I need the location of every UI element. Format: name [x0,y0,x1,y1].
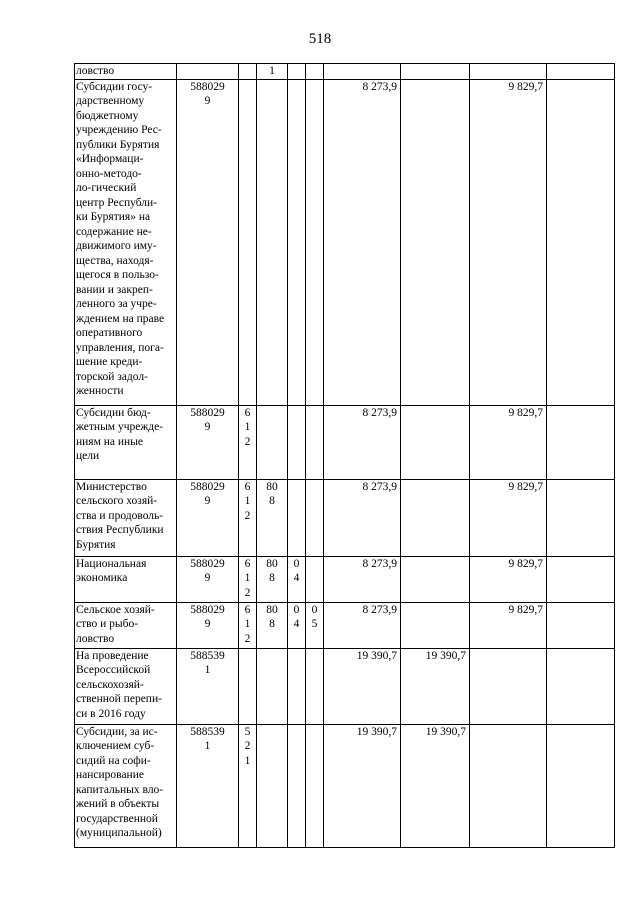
k1-cell: 6 1 2 [239,405,257,479]
k3-cell: 0 4 [288,602,306,648]
k3-cell [288,648,306,724]
amount3-cell: 9 829,7 [470,556,547,602]
code-cell: 588029 9 [177,602,239,648]
amount1-cell: 8 273,9 [324,479,401,556]
amount3-cell: 9 829,7 [470,602,547,648]
code-cell: 588029 9 [177,479,239,556]
row-name-cell: Министерство сельского хозяй- ства и продоволь- ствия Республики Бурятия [75,479,177,556]
k2-cell [257,405,288,479]
k2-cell: 1 [257,64,288,80]
k1-cell [239,648,257,724]
k1-cell: 5 2 1 [239,724,257,847]
k2-cell: 80 8 [257,479,288,556]
empty-cell [547,479,615,556]
amount1-cell: 8 273,9 [324,556,401,602]
k4-cell: 0 5 [306,602,324,648]
k1-cell: 6 1 2 [239,479,257,556]
empty-cell [547,602,615,648]
table-row [75,648,615,724]
k1-cell [239,64,257,80]
row-name-cell: ловство [75,64,177,80]
amount1-cell: 8 273,9 [324,405,401,479]
k2-cell [257,724,288,847]
amount1-cell: 19 390,7 [324,724,401,847]
k2-cell: 80 8 [257,602,288,648]
empty-cell [547,648,615,724]
k4-cell [306,648,324,724]
table-row [75,405,615,479]
row-name-cell: Субсидии бюд- жетным учрежде- ниям на иные цели [75,405,177,479]
k2-cell [257,648,288,724]
amount3-cell [470,724,547,847]
empty-cell [547,556,615,602]
k4-cell [306,64,324,80]
k3-cell: 0 4 [288,556,306,602]
k4-cell [306,79,324,405]
table-row [75,724,615,847]
table-row [75,479,615,556]
page-number: 518 [308,31,332,47]
empty-cell [547,405,615,479]
code-cell: 588539 1 [177,648,239,724]
row-name-cell: Субсидии, за ис- ключением суб- сидий на софи- нансирование капитальных вло- жений в объекты государственной (муниципальной) [75,724,177,847]
code-cell: 588029 9 [177,79,239,405]
k1-cell: 6 1 2 [239,602,257,648]
code-cell: 588539 1 [177,724,239,847]
code-cell: 588029 9 [177,405,239,479]
k3-cell [288,724,306,847]
k2-cell: 80 8 [257,556,288,602]
amount1-cell: 19 390,7 [324,648,401,724]
code-cell [177,64,239,80]
k2-cell [257,79,288,405]
amount2-cell [401,79,470,405]
row-name-cell: Субсидии госу- дарственному бюджетному учреждению Рес- публики Бурятия «Информаци- онно-методо- ло-гический центр Республи- ки Бурятия» на содержание не- движимого иму- щества, находя- щегося в пользо- вании и закреп- ленного за учре- ждением на праве оперативного управления, пога- шение креди- торской задол- женности [75,79,177,405]
amount2-cell [401,405,470,479]
k4-cell [306,479,324,556]
amount2-cell [401,479,470,556]
amount3-cell: 9 829,7 [470,479,547,556]
k3-cell [288,79,306,405]
row-name-cell: Сельское хозяй- ство и рыбо- ловство [75,602,177,648]
k4-cell [306,556,324,602]
k3-cell [288,479,306,556]
k3-cell [288,64,306,80]
amount3-cell [470,648,547,724]
table-row [75,79,615,405]
amount2-cell: 19 390,7 [401,724,470,847]
amount1-cell: 8 273,9 [324,79,401,405]
amount2-cell [401,602,470,648]
k3-cell [288,405,306,479]
k1-cell [239,79,257,405]
row-name-cell: Национальная экономика [75,556,177,602]
amount1-cell: 8 273,9 [324,602,401,648]
budget-table [74,63,615,848]
empty-cell [547,64,615,80]
empty-cell [547,724,615,847]
table-row [75,602,615,648]
amount3-cell: 9 829,7 [470,79,547,405]
amount2-cell [401,64,470,80]
amount2-cell [401,556,470,602]
row-name-cell: На проведение Всероссийской сельскохозяй- ственной перепи- си в 2016 году [75,648,177,724]
amount1-cell [324,64,401,80]
amount3-cell: 9 829,7 [470,405,547,479]
code-cell: 588029 9 [177,556,239,602]
amount3-cell [470,64,547,80]
k4-cell [306,405,324,479]
table-row [75,64,615,80]
k4-cell [306,724,324,847]
amount2-cell: 19 390,7 [401,648,470,724]
empty-cell [547,79,615,405]
table-row [75,556,615,602]
k1-cell: 6 1 2 [239,556,257,602]
